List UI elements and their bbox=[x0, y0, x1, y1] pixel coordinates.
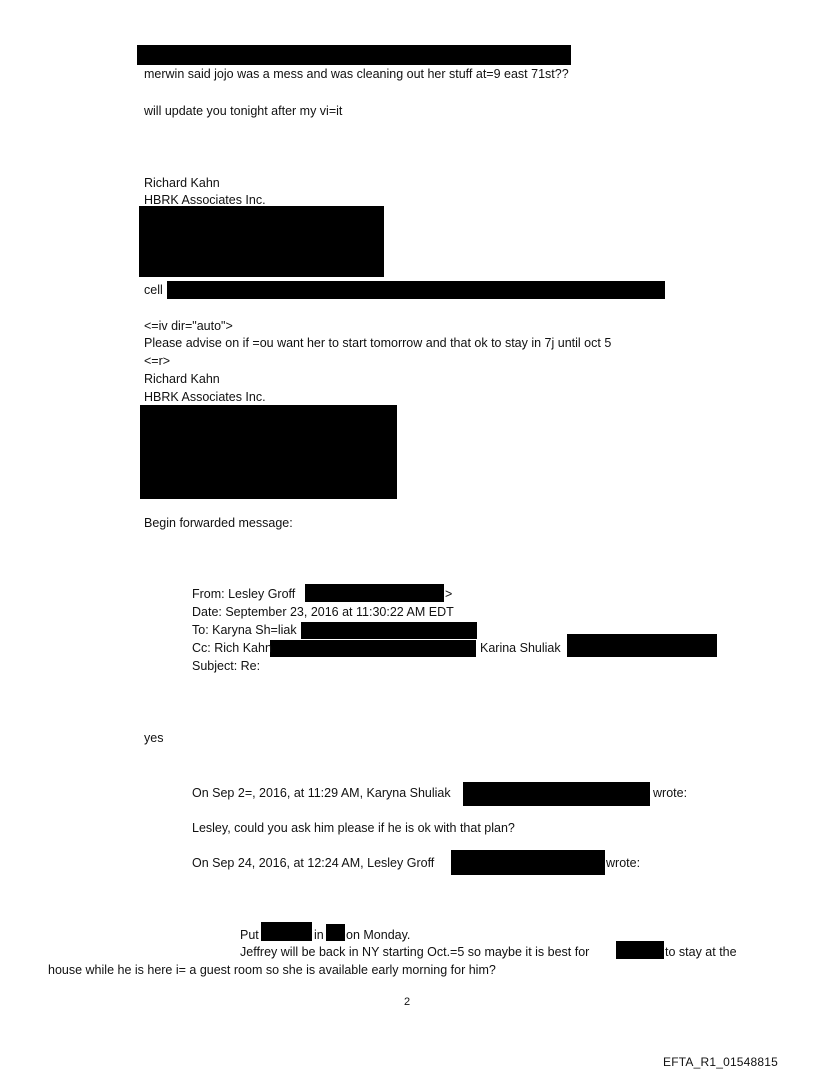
header-from-tail: > bbox=[445, 587, 453, 601]
line-merwin: merwin said jojo was a mess and was cleaning out her stuff at=9 east 71st?? bbox=[144, 67, 569, 81]
redaction-from-email bbox=[305, 584, 444, 602]
redaction-jeffrey-name bbox=[616, 941, 664, 959]
redaction-put-location bbox=[326, 924, 345, 941]
header-cc-second: Karina Shuliak bbox=[480, 641, 561, 655]
header-date: Date: September 23, 2016 at 11:30:22 AM EDT bbox=[192, 605, 454, 619]
quote1-body: Lesley, could you ask him please if he is ok with that plan? bbox=[192, 821, 515, 835]
put-line-in: in bbox=[314, 928, 324, 942]
line-update: will update you tonight after my vi=it bbox=[144, 104, 343, 118]
redaction-header bbox=[137, 45, 571, 65]
redaction-signature-1 bbox=[139, 206, 384, 277]
br-tag-line: <=r> bbox=[144, 354, 171, 368]
signature-company-2: HBRK Associates Inc. bbox=[144, 390, 266, 404]
signature-name-2: Richard Kahn bbox=[144, 372, 220, 386]
quote1-wrote: wrote: bbox=[653, 786, 688, 800]
document-id: EFTA_R1_01548815 bbox=[663, 1055, 779, 1069]
header-to: To: Karyna Sh=liak bbox=[192, 623, 297, 637]
redaction-cc-email-2 bbox=[567, 634, 717, 657]
redaction-cell-number bbox=[167, 281, 665, 299]
redaction-to-email bbox=[301, 622, 477, 639]
header-from: From: Lesley Groff bbox=[192, 587, 296, 601]
signature-name: Richard Kahn bbox=[144, 176, 220, 190]
jeffrey-line-start: Jeffrey will be back in NY starting Oct.=5 so maybe it is best for bbox=[240, 945, 590, 959]
reply-yes: yes bbox=[144, 731, 164, 745]
header-cc: Cc: Rich Kahn bbox=[192, 641, 272, 655]
redaction-quote1-email bbox=[463, 782, 650, 806]
quote1-attribution: On Sep 2=, 2016, at 11:29 AM, Karyna Shuliak bbox=[192, 786, 451, 800]
quote2-attribution: On Sep 24, 2016, at 12:24 AM, Lesley Groff bbox=[192, 856, 435, 870]
redaction-cc-email-1 bbox=[270, 640, 476, 657]
put-line-end: on Monday. bbox=[346, 928, 411, 942]
house-line: house while he is here i= a guest room so she is available early morning for him? bbox=[48, 963, 496, 977]
redaction-signature-2 bbox=[140, 405, 397, 499]
forwarded-label: Begin forwarded message: bbox=[144, 516, 293, 530]
redaction-put-name bbox=[261, 922, 312, 941]
line-advise: Please advise on if =ou want her to start tomorrow and that ok to stay in 7j until oct 5 bbox=[144, 336, 612, 350]
div-tag-line: <=iv dir="auto"> bbox=[144, 319, 233, 333]
header-subject: Subject: Re: bbox=[192, 659, 261, 673]
jeffrey-line-end: to stay at the bbox=[665, 945, 737, 959]
signature-company: HBRK Associates Inc. bbox=[144, 193, 266, 207]
put-line-start: Put bbox=[240, 928, 259, 942]
quote2-wrote: wrote: bbox=[606, 856, 641, 870]
redaction-quote2-email bbox=[451, 850, 605, 875]
cell-label: cell bbox=[144, 283, 163, 297]
page-number: 2 bbox=[404, 996, 411, 1008]
